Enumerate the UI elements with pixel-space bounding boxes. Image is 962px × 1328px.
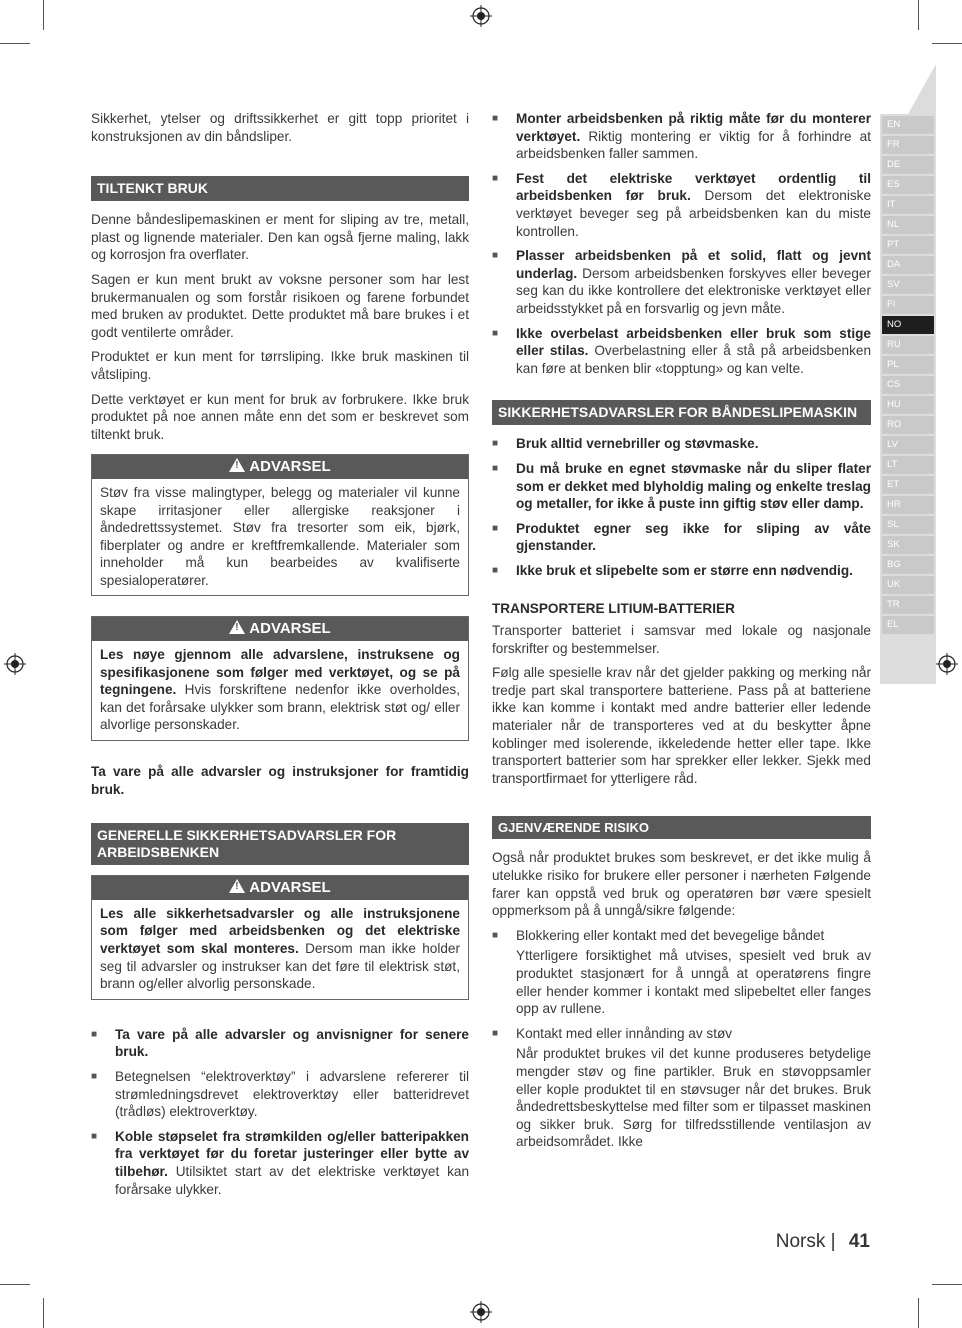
footer-separator: | [830, 1231, 836, 1252]
language-tab-no[interactable]: NO [882, 316, 934, 334]
language-tab-uk[interactable]: UK [882, 576, 934, 594]
language-tab-pt[interactable]: PT [882, 236, 934, 254]
language-tab-ro[interactable]: RO [882, 416, 934, 434]
keep-instructions-note: Ta vare på alle advarsler og instruksjoner for framtidig bruk. [91, 764, 469, 797]
language-tab-sv[interactable]: SV [882, 276, 934, 294]
language-tab-cs[interactable]: CS [882, 376, 934, 394]
list-item: ■ Fest det elektriske verktøyet ordentlig til arbeidsbenken før bruk. Dersom det elektroniske verktøyet beveger seg på arbeidsbenken kan du miste kontrollen. [492, 170, 871, 240]
registration-mark-icon [470, 1301, 492, 1323]
warning-title: ! ADVARSEL [92, 876, 468, 900]
language-tab-lt[interactable]: LT [882, 456, 934, 474]
language-tab-strip [880, 64, 936, 684]
section-header-residual-risk: GJENVÆRENDE RISIKO [492, 816, 871, 839]
language-tab-de[interactable]: DE [882, 156, 934, 174]
section-header-sander-safety: SIKKERHETSADVARSLER FOR BÅNDESLIPEMASKIN [492, 400, 871, 425]
warning-title: ! ADVARSEL [92, 617, 468, 641]
language-tab-el[interactable]: EL [882, 616, 934, 634]
right-column [492, 110, 871, 1158]
list-item: ■ Koble støpselet fra strømkilden og/eller batteripakken fra verktøyet før du foretar justeringer eller bytte av tilbehør. Utilsiktet start av det elektriske verktøyet kan forårsake ulykker. [91, 1128, 469, 1198]
warning-box [91, 875, 469, 1000]
language-tab-fr[interactable]: FR [882, 136, 934, 154]
list-item: ■ Ta vare på alle advarsler og anvisnigner for senere bruk. [91, 1026, 469, 1061]
language-tab-hu[interactable]: HU [882, 396, 934, 414]
warning-box [91, 616, 469, 741]
paragraph: Transporter batteriet i samsvar med lokale og nasjonale forskrifter og bestemmelser. [492, 623, 871, 656]
language-tab-ru[interactable]: RU [882, 336, 934, 354]
warning-text: Støv fra visse malingtyper, belegg og materialer vil kunne skape irritasjoner eller allergiske reaksjoner i åndedrettssystemet. Støv fra tresorter som eik, bjørk, fiberplater og andre er kreftfremkallende. Materialer som inneholder må kun bearbeides av kvalifiserte spesialoperatører. [100, 484, 460, 588]
language-tab-hr[interactable]: HR [882, 496, 934, 514]
list-item: ■ Ikke overbelast arbeidsbenken eller bruk som stige eller stilas. Overbelastning eller å stå på arbeidsbenken kan føre at benken blir «topptung» og kan velte. [492, 325, 871, 378]
language-tab-nl[interactable]: NL [882, 216, 934, 234]
footer-language: Norsk [775, 1231, 826, 1252]
list-item: ■ Produktet egner seg ikke for sliping av våte gjenstander. [492, 520, 871, 555]
paragraph: Sagen er kun ment brukt av voksne personer som har lest brukermanualen og som forstår risikoen og farene forbundet med bruken av produktet. Dette produktet må bare brukes i et godt ventilerte områder. [91, 271, 469, 340]
crop-mark [932, 1284, 962, 1285]
warning-box [91, 454, 469, 596]
paragraph: Denne båndeslipemaskinen er ment for sliping av tre, metall, plast og lignende materialer. Den kan også fjerne maling, lakk og korrosjon fra overflater. [91, 212, 469, 263]
language-tab-et[interactable]: ET [882, 476, 934, 494]
language-tab-bg[interactable]: BG [882, 556, 934, 574]
registration-mark-icon [470, 5, 492, 27]
language-tab-sk[interactable]: SK [882, 536, 934, 554]
paragraph: Følg alle spesielle krav når det gjelder pakking og merking når tredje part skal transportere batteriene. Pass på at batteriene ikke kan komme i kontakt med andre batterier eller ledende materialer når de transporteres ved at du beskytter åpne koblinger med isolerende, ikkeledende hetter eller tape. Ikke transportert batterier som har sprekker eller lekker. Sjekk med transportfirmaet for ytterligere råd. [492, 665, 871, 786]
paragraph: Produktet er kun ment for tørrsliping. Ikke bruk maskinen til våtsliping. [91, 349, 469, 382]
subheading-transport: TRANSPORTERE LITIUM-BATTERIER [492, 601, 735, 617]
warning-triangle-icon: ! [229, 620, 245, 634]
list-item: ■ Blokkering eller kontakt med det bevegelige båndet Ytterligere forsiktighet må utvises, spesielt ved bruk av produktet stasjonært for å unngå at operatørens fingre eller hender kommer i kontakt med slipebeltet eller fanges opp av rullene. [492, 927, 871, 1018]
list-item: ■ Plasser arbeidsbenken på et solid, flatt og jevnt underlag. Dersom arbeidsbenken forskyves eller beveger seg kan du ikke kontrollere det elektroniske verktøyet eller arbeidsstykket på en forsvarlig og jevn måte. [492, 247, 871, 317]
warning-title: ! ADVARSEL [92, 455, 468, 479]
language-tab-da[interactable]: DA [882, 256, 934, 274]
section-header-intended-use: TILTENKT BRUK [91, 176, 469, 201]
crop-mark [932, 43, 962, 44]
language-tab-es[interactable]: ES [882, 176, 934, 194]
list-item: ■ Ikke bruk et slipebelte som er større enn nødvendig. [492, 562, 871, 580]
language-tab-pl[interactable]: PL [882, 356, 934, 374]
crop-mark [0, 43, 30, 44]
language-tab-fi[interactable]: FI [882, 296, 934, 314]
registration-mark-icon [936, 653, 958, 675]
language-tab-tr[interactable]: TR [882, 596, 934, 614]
language-tab-en[interactable]: EN [882, 116, 934, 134]
language-tab-sl[interactable]: SL [882, 516, 934, 534]
language-tab-it[interactable]: IT [882, 196, 934, 214]
intro-paragraph: Sikkerhet, ytelser og driftssikkerhet er gitt topp prioritet i konstruksjonen av din båndsliper. [91, 111, 469, 144]
crop-mark [918, 0, 919, 30]
crop-mark [0, 1284, 30, 1285]
paragraph: Også når produktet brukes som beskrevet, er det ikke mulig å utelukke risiko for brukere eller personer i nærheten Følgende farer kan oppstå ved bruk og operatøren bør være spesielt oppmerksom på å unngå/sikre følgende: [492, 850, 871, 919]
crop-mark [43, 0, 44, 30]
bullet-list [492, 110, 871, 377]
section-header-general-safety: GENERELLE SIKKERHETSADVARSLER FOR ARBEIDSBENKEN [91, 823, 469, 865]
language-tab-lv[interactable]: LV [882, 436, 934, 454]
crop-mark [43, 1298, 44, 1328]
page-number: 41 [848, 1231, 870, 1252]
bullet-list [492, 927, 871, 1151]
page-footer [776, 1231, 870, 1253]
registration-mark-icon [4, 653, 26, 675]
warning-text: Les alle sikkerhetsadvarsler og alle instruksjonene som følger med arbeidsbenken og det elektriske verktøyet som skal monteres. Dersom man ikke holder seg til advarsler og instrukser kan det føre til elektrisk støt, brann og/eller alvorlig personskade. [100, 905, 460, 992]
list-item: ■ Du må bruke en egnet støvmaske når du sliper flater som er dekket med blyholdig maling og enkelte treslag og metaller, for ikke å puste inn giftig støv eller damp. [492, 460, 871, 513]
paragraph: Dette verktøyet er kun ment for bruk av forbrukere. Ikke bruk produktet på noe annen måte enn det som er beskrevet som tiltenkt bruk. [91, 391, 469, 442]
warning-triangle-icon: ! [229, 879, 245, 893]
list-item: ■ Betegnelsen “elektroverktøy” i advarslene refererer til strømledningsdrevet elektroverktøy eller batteridrevet (trådløs) elektroverktøy. [91, 1068, 469, 1121]
crop-mark [918, 1298, 919, 1328]
bullet-list [91, 1026, 469, 1198]
warning-text: Les nøye gjennom alle advarslene, instruksene og spesifikasjonene som følger med verktøyet, og se på tegningene. Hvis forskriftene nedenfor ikke overholdes, kan det forårsake ulykker som brann, elektrisk støt og/ eller alvorlige personskader. [100, 647, 460, 733]
left-column [91, 110, 469, 1205]
list-item: ■ Bruk alltid vernebriller og støvmaske. [492, 435, 871, 453]
bullet-list [492, 435, 871, 579]
list-item: ■ Kontakt med eller innånding av støv Når produktet brukes vil det kunne produseres betydelige mengder støv og fine partikler. Bruk en støvoppsamler eller kople produktet til en støvsuger når det brukes. Bruk åndedrettsbeskyttelse med filter som er tilpasset maskinen og sikker bruk. Sørg for tilfredsstillende ventilasjon av arbeidsområdet. Ikke [492, 1025, 871, 1151]
list-item: ■ Monter arbeidsbenken på riktig måte før du monterer verktøyet. Riktig montering er viktig for å forhindre at arbeidsbenken faller sammen. [492, 110, 871, 163]
warning-triangle-icon: ! [229, 458, 245, 472]
